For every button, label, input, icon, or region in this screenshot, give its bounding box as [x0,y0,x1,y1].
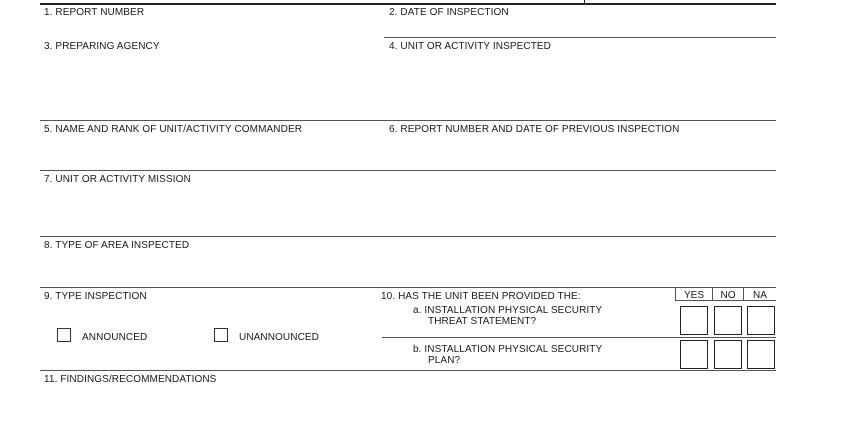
announced-checkbox[interactable] [57,328,71,342]
question-10b-line1: b. INSTALLATION PHYSICAL SECURITY [413,344,603,355]
preparing-agency-label: 3. PREPARING AGENCY [44,41,160,52]
q10a-yes-box[interactable] [680,306,708,335]
q10b-na-box[interactable] [747,340,775,369]
unannounced-checkbox[interactable] [214,328,228,342]
q10a-na-box[interactable] [747,306,775,335]
question-10-label: 10. HAS THE UNIT BEEN PROVIDED THE: [381,291,581,302]
report-number-label: 1. REPORT NUMBER [44,7,145,18]
q10b-no-box[interactable] [714,340,742,369]
unannounced-label: UNANNOUNCED [239,332,319,343]
question-divider [382,337,776,338]
mission-label: 7. UNIT OR ACTIVITY MISSION [44,174,191,185]
question-10b-line2: PLAN? [428,355,461,366]
area-type-label: 8. TYPE OF AREA INSPECTED [44,240,190,251]
unit-inspected-label: 4. UNIT OR ACTIVITY INSPECTED [389,41,552,52]
q10b-yes-box[interactable] [680,340,708,369]
yes-header: YES [683,290,704,301]
findings-label: 11. FINDINGS/RECOMMENDATIONS [44,374,217,385]
no-header: NO [720,290,736,301]
date-of-inspection-label: 2. DATE OF INSPECTION [389,7,509,18]
question-10a-line2: THREAT STATEMENT? [428,316,537,327]
commander-name-rank-label: 5. NAME AND RANK OF UNIT/ACTIVITY COMMANDER [44,124,303,135]
question-10a-line1: a. INSTALLATION PHYSICAL SECURITY [413,305,603,316]
q10a-no-box[interactable] [714,306,742,335]
row-divider-5 [40,287,776,288]
na-header: NA [753,290,767,301]
type-inspection-label: 9. TYPE INSPECTION [44,291,147,302]
announced-label: ANNOUNCED [82,332,148,343]
previous-inspection-label: 6. REPORT NUMBER AND DATE OF PREVIOUS INSPECTION [389,124,680,135]
